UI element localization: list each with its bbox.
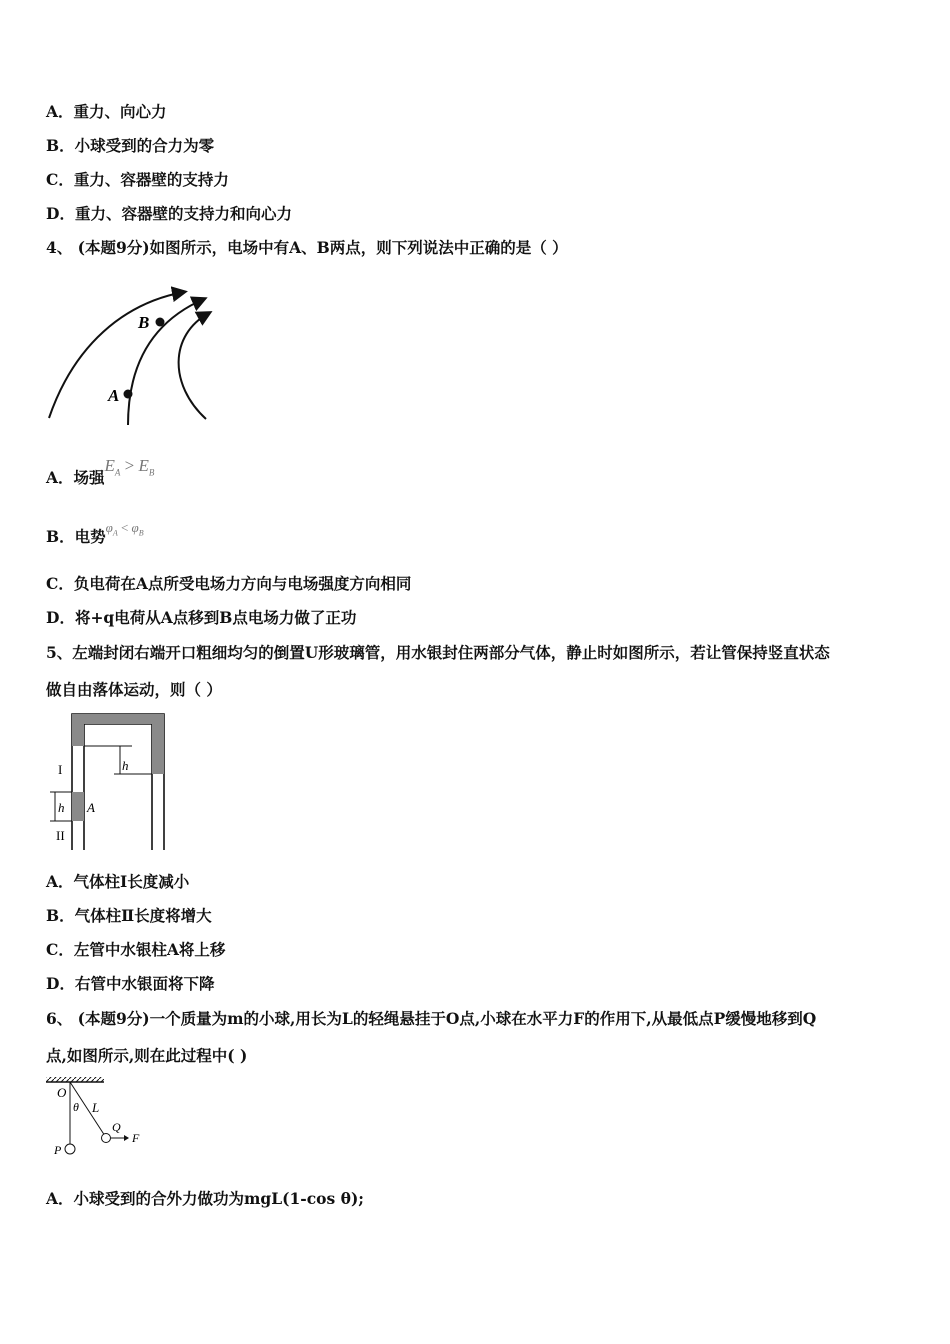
ball-p: [65, 1144, 75, 1154]
mercury-top: [72, 714, 164, 774]
q5-option-b: B．气体柱Ⅱ长度将增大: [46, 906, 212, 925]
q4-electric-field-figure: [44, 285, 219, 425]
q3-option-d: D．重力、容器壁的支持力和向心力: [46, 204, 292, 223]
q5-option-c: C．左管中水银柱A将上移: [46, 940, 226, 959]
mercury-column-a: [72, 792, 84, 821]
label-gas-1: I: [58, 762, 63, 777]
q5-stem-line1: 5、左端封闭右端开口粗细均匀的倒置U形玻璃管，用水银封住两部分气体，静止时如图所示，若让管保持竖直状态: [46, 643, 830, 662]
label-a: A: [108, 386, 120, 405]
q4-option-c: C．负电荷在A点所受电场力方向与电场强度方向相同: [46, 574, 412, 593]
ball-q: [102, 1134, 111, 1143]
label-f: F: [132, 1131, 140, 1145]
label-l: L: [92, 1100, 100, 1115]
label-b: B: [138, 313, 150, 332]
q6-stem-line1: 6、 (本题9分)一个质量为m的小球,用长为L的轻绳悬挂于O点,小球在水平力F的作用下,从最低点P缓慢地移到Q: [46, 1009, 817, 1028]
label-o: O: [57, 1085, 67, 1100]
q5-stem-line2: 做自由落体运动，则（ ）: [46, 680, 222, 699]
label-theta: θ: [73, 1100, 79, 1114]
q4-option-a-prefix: A．场强: [46, 468, 105, 487]
label-a: A: [87, 800, 95, 815]
point-a: [124, 390, 133, 399]
q3-option-b: B．小球受到的合力为零: [46, 136, 215, 155]
q6-option-a: A．小球受到的合外力做功为mgL(1-cos θ);: [46, 1189, 365, 1208]
q4-option-a: [46, 456, 155, 494]
q6-stem-line2: 点,如图所示,则在此过程中( ): [46, 1046, 248, 1065]
q4-stem: 4、 (本题9分)如图所示，电场中有A、B两点，则下列说法中正确的是（ ）: [46, 238, 568, 257]
label-p: P: [54, 1143, 62, 1157]
q4-option-b-prefix: B．电势: [46, 527, 106, 546]
q4-option-b: [46, 520, 144, 554]
q6-pendulum-figure: [44, 1074, 154, 1164]
point-b: [156, 318, 165, 327]
label-gas-2: II: [56, 828, 65, 843]
q3-option-a: A．重力、向心力: [46, 102, 167, 121]
q5-option-a: A．气体柱Ⅰ长度减小: [46, 872, 190, 891]
q3-option-c: C．重力、容器壁的支持力: [46, 170, 229, 189]
q5-option-d: D．右管中水银面将下降: [46, 974, 215, 993]
label-h-top: h: [122, 758, 129, 773]
label-q: Q: [112, 1120, 121, 1134]
label-h-left: h: [58, 800, 65, 815]
q4-option-b-formula: φA < φB: [105, 520, 144, 538]
tube-outer: [72, 714, 164, 850]
q5-u-tube-figure: [44, 710, 174, 855]
field-line-right: [179, 313, 209, 419]
tube-inner: [84, 724, 152, 850]
q4-option-d: D．将+q电荷从A点移到B点电场力做了正功: [46, 608, 357, 627]
q4-option-a-formula: $E_A > E_B$: [104, 456, 155, 478]
